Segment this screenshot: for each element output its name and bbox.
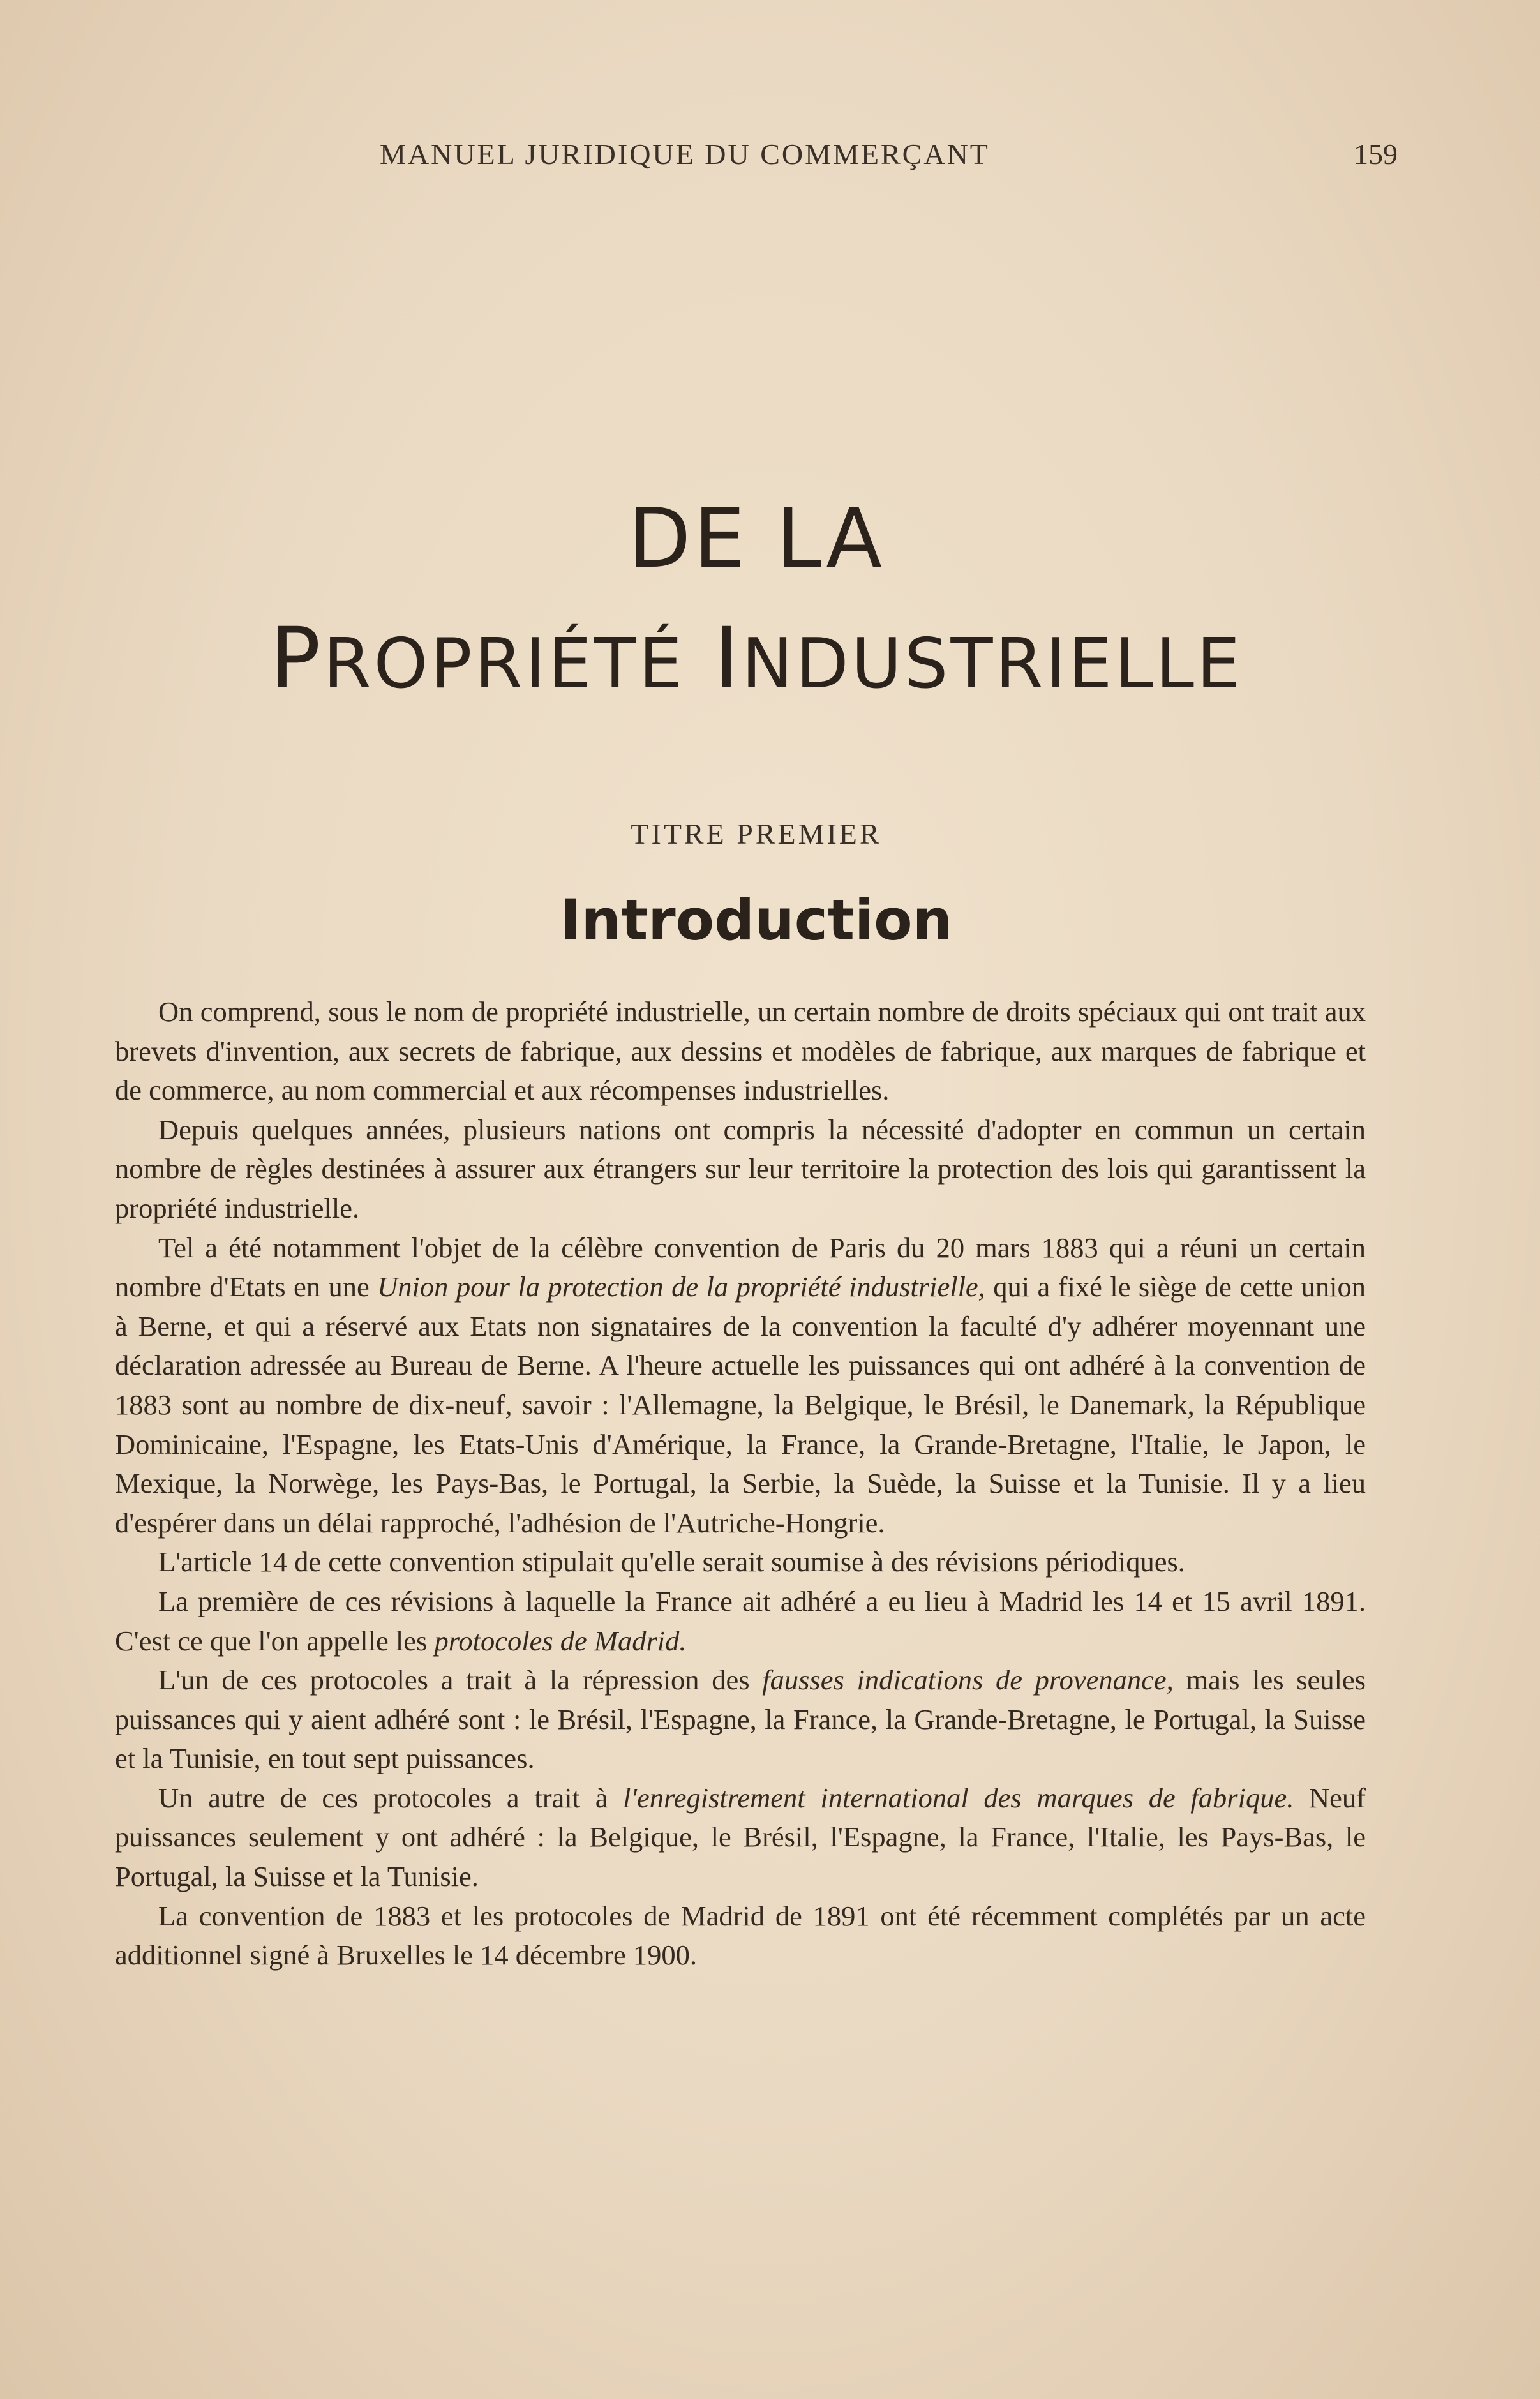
chapter-title-line-1: DE LA xyxy=(628,491,885,587)
paragraph-1: On comprend, sous le nom de propriété industrielle, un certain nombre de droits spéciaux qui ont trait aux brevets d'invention, aux secrets de fabrique, aux dessins et modèles de fabrique, aux marques de fabrique et de commerce, au nom commercial et aux récompenses industrielles. xyxy=(115,996,1366,1107)
paragraph-3 xyxy=(115,1229,1366,1543)
paragraph-3-text-a: Tel a été notamment l'objet de la célèbre convention de Paris du 20 mars 1883 qui a réuni un certain nombre d'Etats en une xyxy=(115,1231,1366,1303)
section-heading: Introduction xyxy=(560,887,953,953)
paragraph-7-text-a: Un autre de ces protocoles a trait à xyxy=(158,1781,624,1814)
paragraph-7-italic: l'enregistrement international des marques de fabrique. xyxy=(623,1781,1294,1814)
paragraph-8: La convention de 1883 et les protocoles de Madrid de 1891 ont été récemment complétés par un acte additionnel signé à Bruxelles le 14 décembre 1900. xyxy=(115,1899,1366,1971)
paragraph-6-italic: fausses indications de provenance, xyxy=(762,1664,1174,1696)
title-initial-i: I xyxy=(714,609,742,708)
paragraph-6-text-a: L'un de ces protocoles a trait à la répression des xyxy=(158,1664,763,1696)
paragraph-7-text-b: Neuf puissances seulement y ont adhéré : la Belgique, le Brésil, l'Espagne, la France, l'Italie, les Pays-Bas, le Portugal, la Suisse et la Tunisie. xyxy=(115,1781,1366,1893)
running-title: MANUEL JURIDIQUE DU COMMERÇANT xyxy=(380,138,990,170)
paragraph-5-italic: protocoles de Madrid. xyxy=(434,1624,687,1657)
paragraph-4: L'article 14 de cette convention stipulait qu'elle serait soumise à des révisions périodiques. xyxy=(158,1546,1185,1578)
title-word-industrielle: NDUSTRIELLE xyxy=(741,624,1243,704)
title-word-propriete: ROPRIÉTÉ xyxy=(323,624,685,704)
chapter-title-line-2 xyxy=(115,609,1398,708)
paragraph-5-text-a: La première de ces révisions à laquelle la France ait adhéré a eu lieu à Madrid les 14 et 15 avril 1891. C'est ce que l'on appelle les xyxy=(115,1585,1366,1657)
part-label: TITRE PREMIER xyxy=(631,818,882,850)
paragraph-3-italic: Union pour la protection de la propriété industrielle, xyxy=(377,1271,985,1303)
paragraph-6-text-b: mais les seules puissances qui y aient adhéré sont : le Brésil, l'Espagne, la France, la Grande-Bretagne, le Portugal, la Suisse et la Tunisie, en tout sept puissances. xyxy=(115,1664,1366,1775)
paragraph-5 xyxy=(115,1582,1366,1661)
page-number: 159 xyxy=(1354,138,1398,170)
body-text xyxy=(115,992,1366,1975)
paragraph-7 xyxy=(115,1779,1366,1897)
title-initial-p: P xyxy=(269,609,324,708)
paragraph-3-text-b: qui a fixé le siège de cette union à Berne, et qui a réservé aux Etats non signataires de la convention la faculté d'y adhérer moyennant une déclaration adressée au Bureau de Berne. A l'heure actuelle les puissances qui ont adhéré à la convention de 1883 sont au nombre de dix-neuf, savoir : l'Allemagne, la Belgique, le Brésil, le Danemark, la République Dominicaine, l'Espagne, les Etats-Unis d'Amérique, la France, la Grande-Bretagne, l'Italie, le Japon, le Mexique, la Norwège, les Pays-Bas, le Portugal, la Serbie, la Suède, la Suisse et la Tunisie. Il y a lieu d'espérer dans un délai rapproché, l'adhésion de l'Autriche-Hongrie. xyxy=(115,1271,1366,1539)
paragraph-6 xyxy=(115,1661,1366,1779)
running-head xyxy=(115,137,1398,182)
paragraph-2: Depuis quelques années, plusieurs nations ont compris la nécessité d'adopter en commun un certain nombre de règles destinées à assurer aux étrangers sur leur territoire la protection des lois qui garantissent la propriété industrielle. xyxy=(115,1113,1366,1224)
